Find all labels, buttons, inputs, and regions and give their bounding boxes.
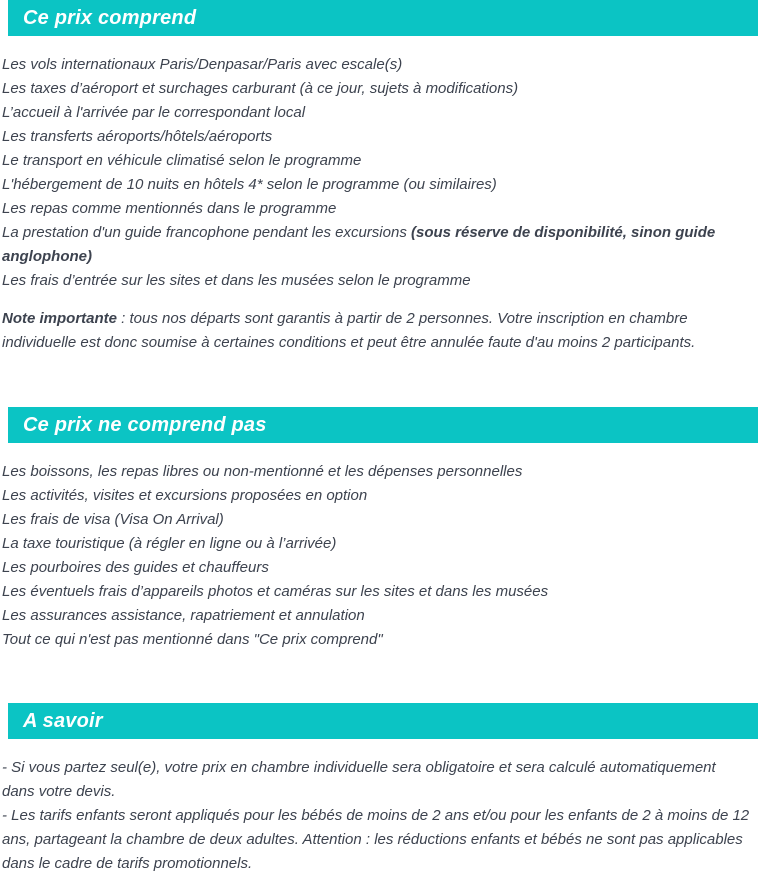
excluded-item: Les assurances assistance, rapatriement et annulation — [2, 607, 365, 624]
included-item-guide-text: La prestation d'un guide francophone pendant les excursions — [2, 224, 411, 241]
section-title-excluded: Ce prix ne comprend pas — [23, 413, 267, 436]
section-header-included — [8, 0, 758, 36]
excluded-item: Tout ce qui n'est pas mentionné dans "Ce prix comprend" — [2, 631, 383, 648]
included-item: L'hébergement de 10 nuits en hôtels 4* selon le programme (ou similaires) — [2, 176, 497, 193]
included-item: Le transport en véhicule climatisé selon le programme — [2, 152, 362, 169]
section-title-included: Ce prix comprend — [23, 6, 197, 29]
excluded-item: Les boissons, les repas libres ou non-mentionné et les dépenses personnelles — [2, 463, 523, 480]
excluded-item: Les éventuels frais d’appareils photos et caméras sur les sites et dans les musées — [2, 583, 549, 600]
excluded-item: Les activités, visites et excursions proposées en option — [2, 487, 368, 504]
info-paragraph: - Si vous partez seul(e), votre prix en chambre individuelle sera obligatoire et sera calculé automatiquement dans votre devis. — [2, 759, 716, 800]
included-item: Les repas comme mentionnés dans le programme — [2, 200, 337, 217]
included-item: Les taxes d’aéroport et surchages carburant (à ce jour, sujets à modifications) — [2, 80, 519, 97]
included-item-guide — [2, 221, 752, 269]
included-items — [2, 53, 752, 293]
included-content — [0, 53, 758, 355]
info-paragraph: - Les tarifs enfants seront appliqués pour les bébés de moins de 2 ans et/ou pour les enfants de 2 à moins de 12 ans, partageant la chambre de deux adultes. Attention : les réductions enfants et bébés ne sont pas applicables dans le cadre de tarifs promotionnels. — [2, 807, 750, 872]
excluded-items — [2, 460, 752, 652]
section-header-info — [8, 703, 758, 739]
excluded-content — [0, 460, 758, 652]
important-note — [2, 307, 752, 355]
included-item-guide-bold: (sous réserve de disponibilité, sinon guide anglophone) — [2, 224, 716, 265]
important-note-label: Note importante — [2, 310, 118, 327]
info-paragraphs — [2, 756, 752, 876]
included-item: Les vols internationaux Paris/Denpasar/Paris avec escale(s) — [2, 56, 403, 73]
section-header-excluded — [8, 407, 758, 443]
info-content — [0, 756, 758, 876]
excluded-item: Les frais de visa (Visa On Arrival) — [2, 511, 224, 528]
included-item: Les frais d’entrée sur les sites et dans les musées selon le programme — [2, 272, 471, 289]
important-note-text: : tous nos départs sont garantis à partir de 2 personnes. Votre inscription en chambre individuelle est donc soumise à certaines conditions et peut être annulée faute d'au moins 2 participants. — [2, 310, 696, 351]
included-item: L’accueil à l'arrivée par le correspondant local — [2, 104, 306, 121]
excluded-item: Les pourboires des guides et chauffeurs — [2, 559, 269, 576]
excluded-item: La taxe touristique (à régler en ligne ou à l’arrivée) — [2, 535, 337, 552]
included-item: Les transferts aéroports/hôtels/aéroports — [2, 128, 273, 145]
section-title-info: A savoir — [23, 709, 103, 732]
